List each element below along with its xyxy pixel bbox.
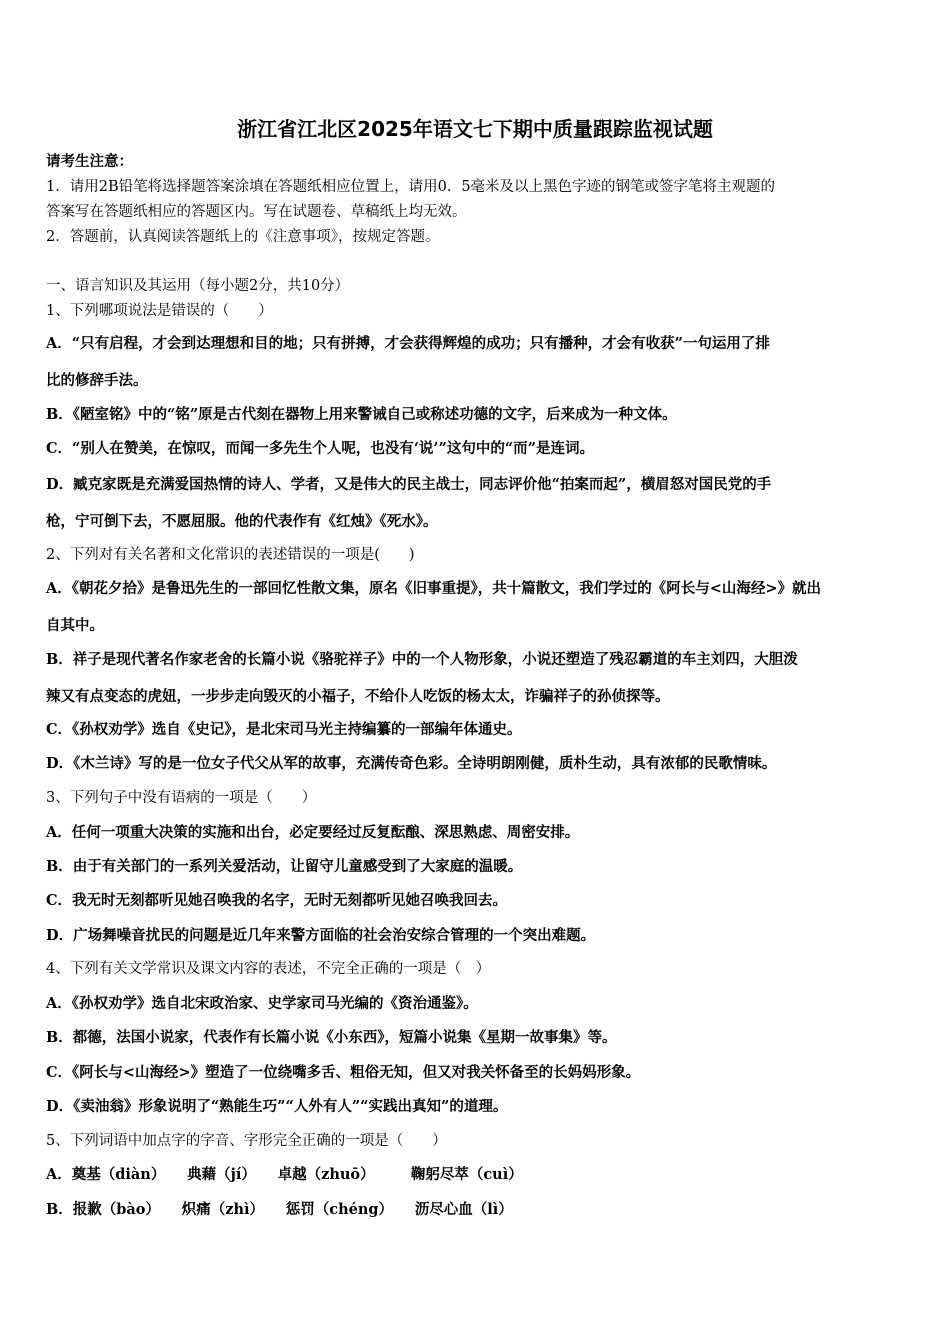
section-heading: 一、语言知识及其运用（每小题2分，共10分） [46,278,350,294]
option-b: B．都德，法国小说家，代表作有长篇小说《小东西》，短篇小说集《星期一故事集》等。 [46,1029,617,1046]
option-c: C．《阿长与<山海经>》塑造了一位绕嘴多舌、粗俗无知，但又对我关怀备至的长妈妈形象。 [46,1064,641,1081]
question-stem: 3、下列句子中没有语病的一项是（ ） [46,790,317,806]
notice-line: 2．答题前，认真阅读答题纸上的《注意事项》，按规定答题。 [46,229,440,245]
option-a: A．《孙权劝学》选自北宋政治家、史学家司马光编的《资治通鉴》。 [46,995,478,1012]
option-d: D．臧克家既是充满爱国热情的诗人、学者，又是伟大的民主战士，同志评价他“拍案而起”，横眉怒对国民党的手 [46,476,772,493]
question-stem: 4、下列有关文学常识及课文内容的表述，不完全正确的一项是（ ） [46,961,491,977]
option-b-cont: 辣又有点变态的虎妞，一步步走向毁灭的小福子，不给仆人吃饭的杨太太，诈骗祥子的孙侦探等。 [46,688,670,705]
option-a: A．“只有启程，才会到达理想和目的地；只有拼搏，才会获得辉煌的成功；只有播种，才会有收获”一句运用了排 [46,335,770,352]
option-b: B．报歉（bào） 炽痛（zhì） 惩罚（chéng） 沥尽心血（lì） [46,1201,513,1218]
page-title: 浙江省江北区2025年语文七下期中质量跟踪监视试题 [237,117,713,141]
option-a: A．任何一项重大决策的实施和出台，必定要经过反复酝酿、深思熟虑、周密安排。 [46,824,580,841]
notice-line: 答案写在答题纸相应的答题区内。写在试题卷、草稿纸上均无效。 [46,204,467,220]
question-stem: 5、下列词语中加点字的字音、字形完全正确的一项是（ ） [46,1133,447,1149]
option-a: A．奠基（diàn） 典藉（jí） 卓越（zhuō） 鞠躬尽萃（cuì） [46,1166,523,1183]
option-a-cont: 自其中。 [46,617,104,634]
option-c: C．“别人在赞美，在惊叹，而闻一多先生个人呢，也没有‘说’”这句中的“而”是连词。 [46,440,594,457]
option-b: B．由于有关部门的一系列关爱活动，让留守儿童感受到了大家庭的温暖。 [46,858,523,875]
question-stem: 1、下列哪项说法是错误的（ ） [46,303,273,319]
option-c: C．《孙权劝学》选自《史记》，是北宋司马光主持编纂的一部编年体通史。 [46,721,522,738]
notice-heading: 请考生注意： [46,153,133,170]
question-stem: 2、下列对有关名著和文化常识的表述错误的一项是( ) [46,547,415,563]
option-a: A．《朝花夕拾》是鲁迅先生的一部回忆性散文集，原名《旧事重提》，共十篇散文，我们学过的《阿长与<山海经>》就出 [46,580,822,597]
notice-line: 1．请用2B铅笔将选择题答案涂填在答题纸相应位置上，请用0．5毫米及以上黑色字迹的钢笔或签字笔将主观题的 [46,179,776,195]
option-a-cont: 比的修辞手法。 [46,372,148,389]
option-d-cont: 枪，宁可倒下去，不愿屈服。他的代表作有《红烛》《死水》。 [46,513,438,530]
option-d: D．《木兰诗》写的是一位女子代父从军的故事，充满传奇色彩。全诗明朗刚健，质朴生动，具有浓郁的民歌情味。 [46,755,777,772]
option-b: B．祥子是现代著名作家老舍的长篇小说《骆驼祥子》中的一个人物形象，小说还塑造了残忍霸道的车主刘四，大胆泼 [46,651,798,668]
option-c: C．我无时无刻都听见她召唤我的名字，无时无刻都听见她召唤我回去。 [46,892,508,909]
option-d: D．广场舞噪音扰民的问题是近几年来警方面临的社会治安综合管理的一个突出难题。 [46,927,596,944]
option-d: D．《卖油翁》形象说明了“熟能生巧”“人外有人”“实践出真知”的道理。 [46,1098,508,1115]
option-b: B．《陋室铭》中的“铭”原是古代刻在器物上用来警诫自己或称述功德的文字，后来成为一种文体。 [46,406,677,423]
